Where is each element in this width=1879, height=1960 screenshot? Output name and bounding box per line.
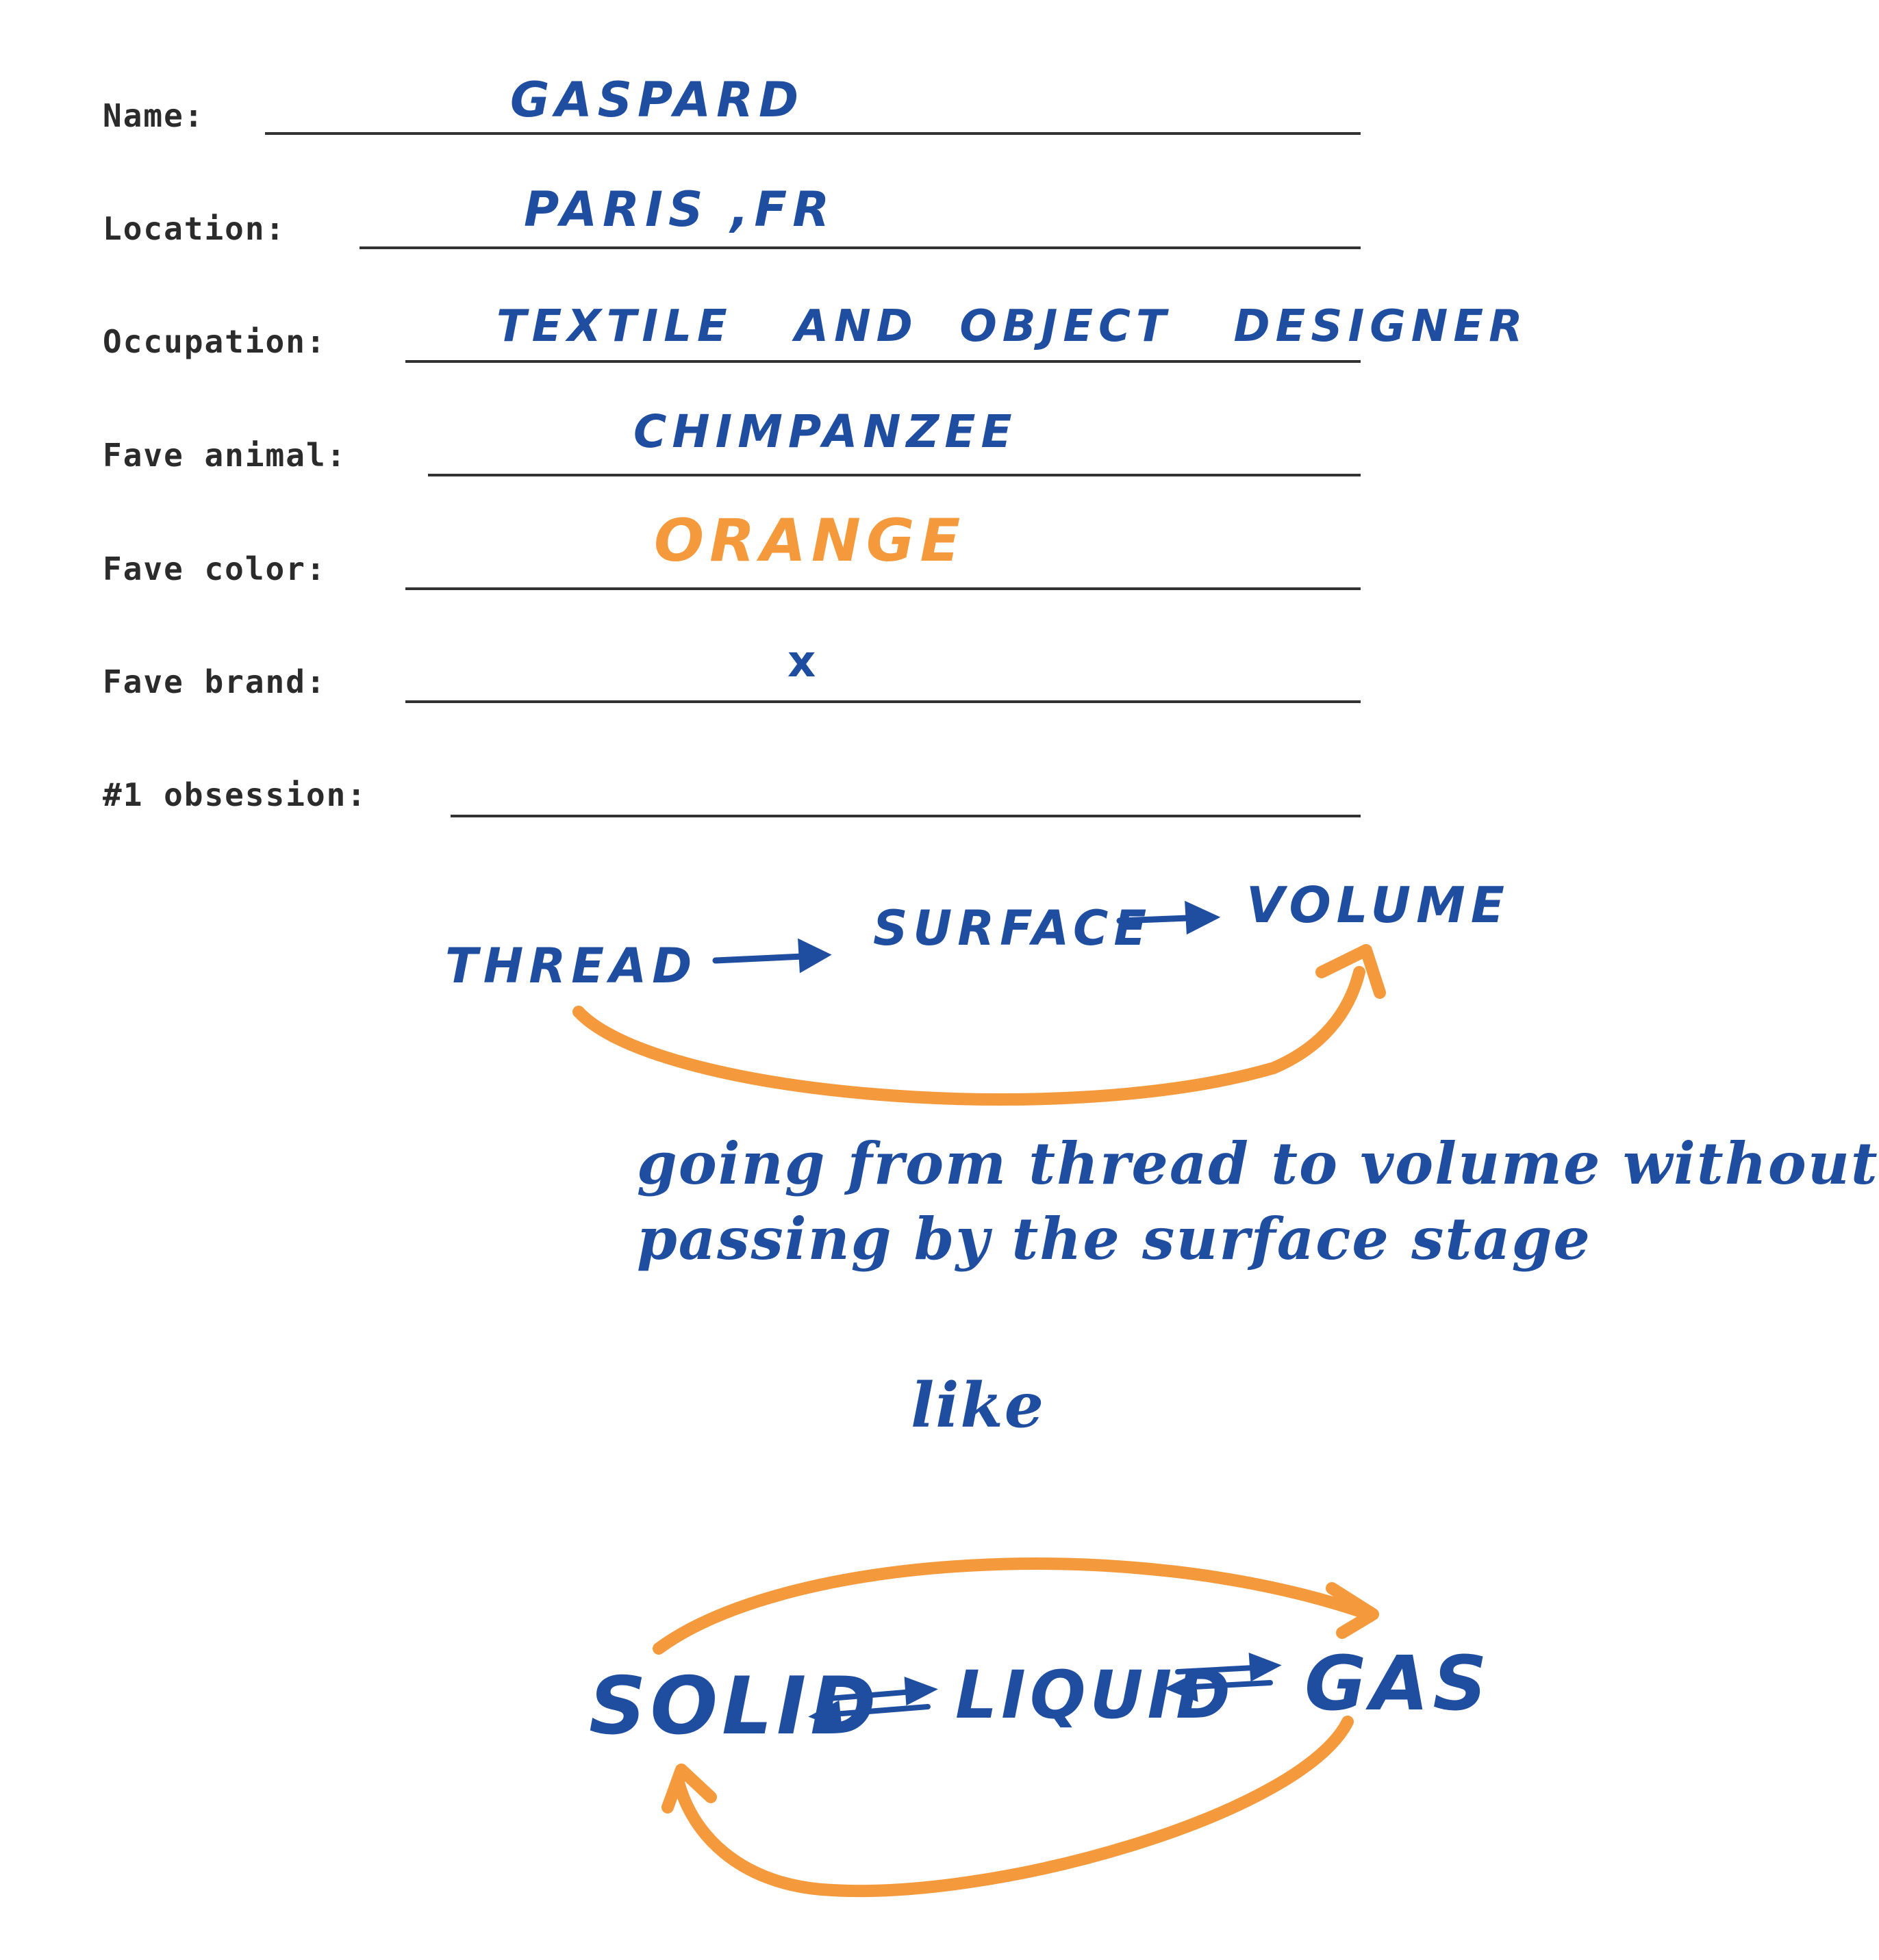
- gas-word: GAS: [1304, 1640, 1491, 1727]
- note-line-2: passing by the surface stage: [637, 1205, 1591, 1273]
- thread-to-volume-orange-arrow: [579, 950, 1380, 1099]
- thread-to-surface-arrow: [716, 943, 825, 968]
- solid-to-gas-orange-arrow: [659, 1564, 1373, 1649]
- name-value: GASPARD: [510, 72, 805, 128]
- volume-word: VOLUME: [1246, 876, 1510, 934]
- obsession-label: #1 obsession:: [103, 776, 368, 813]
- fave-color-value: ORANGE: [654, 507, 966, 575]
- occupation-label: Occupation:: [103, 323, 327, 360]
- fave-animal-label: Fave animal:: [103, 437, 347, 474]
- liquid-word: LIQUID: [955, 1657, 1235, 1733]
- fave-color-label: Fave color:: [103, 550, 327, 587]
- fave-brand-label: Fave brand:: [103, 663, 327, 700]
- name-label: Name:: [103, 97, 205, 134]
- occupation-value: TEXTILE AND OBJECT DESIGNER: [496, 301, 1528, 352]
- note-line-1: going from thread to volume without: [637, 1130, 1879, 1197]
- thread-word: THREAD: [445, 938, 698, 994]
- fave-animal-value: CHIMPANZEE: [633, 405, 1018, 458]
- fave-brand-value: x: [787, 637, 816, 687]
- like-word: like: [911, 1369, 1045, 1442]
- surface-word: SURFACE: [873, 900, 1152, 956]
- solid-word: SOLID: [589, 1660, 881, 1753]
- location-value: PARIS ,FR: [524, 181, 835, 238]
- location-label: Location:: [103, 210, 286, 247]
